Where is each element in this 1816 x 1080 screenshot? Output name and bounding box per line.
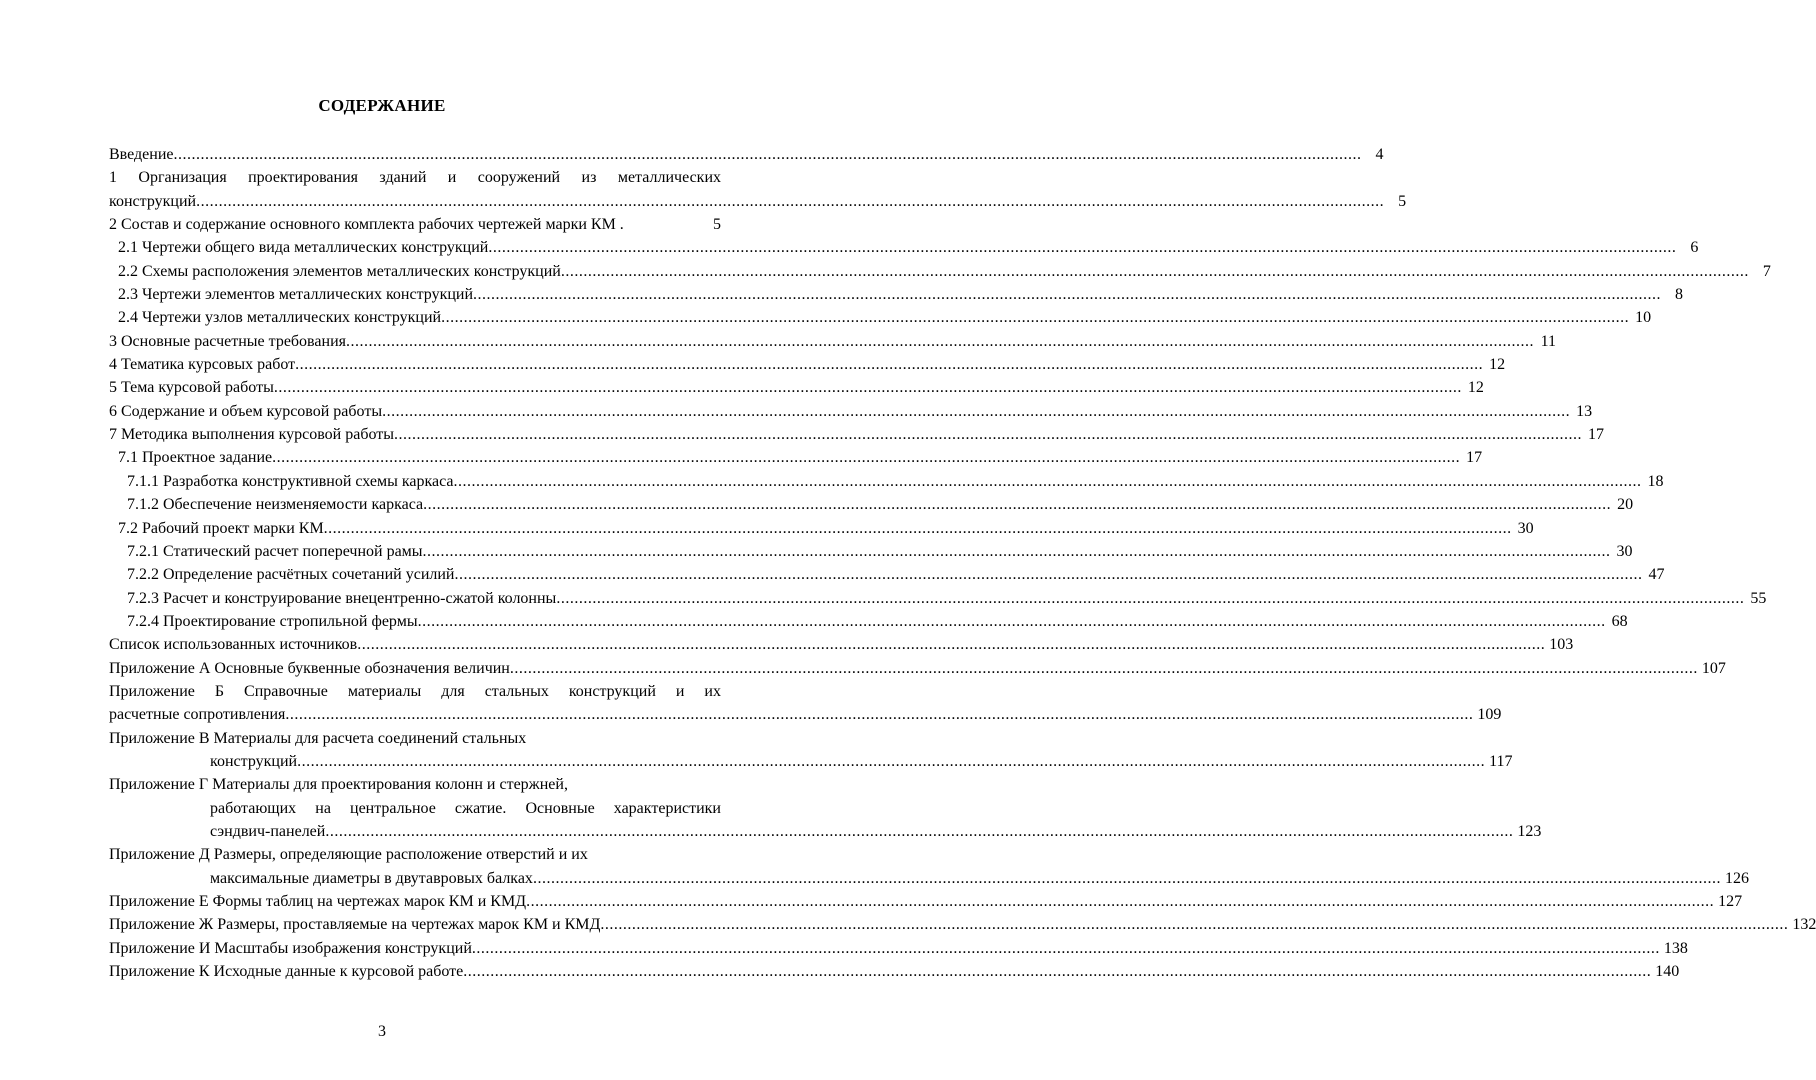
toc-dot-leader (196, 190, 1384, 213)
toc-dot-leader (463, 960, 1651, 983)
toc-entry-title: Список использованных источников (109, 636, 358, 654)
toc-entry-title: Приложение В Материалы для расчета соединений стальных (109, 729, 527, 747)
toc-entry-line[interactable] (109, 773, 721, 796)
toc-entry[interactable] (109, 587, 1767, 610)
toc-entry-page: 11 (1540, 332, 1556, 350)
toc-entry-page: 68 (1611, 612, 1628, 630)
toc-dot-leader (454, 563, 1642, 586)
toc-entry-page: 117 (1489, 752, 1513, 770)
toc-entry-title: 2.1 Чертежи общего вида металлических конструкций (118, 239, 489, 257)
toc-dot-leader (533, 867, 1721, 890)
toc-entry[interactable] (109, 260, 1771, 283)
toc-entry-page: 47 (1648, 566, 1665, 584)
toc-dot-leader (423, 540, 1611, 563)
toc-dot-leader (285, 703, 1473, 726)
toc-entry-title: 7 Методика выполнения курсовой работы (109, 426, 394, 444)
toc-entry-title: 7.2.3 Расчет и конструирование внецентренно-сжатой колонны (127, 589, 557, 607)
toc-dot-leader (295, 353, 1483, 376)
toc-entry[interactable] (109, 330, 1556, 353)
toc-entry-page: 127 (1718, 893, 1743, 910)
toc-dot-leader (441, 306, 1629, 329)
toc-entry-title: 7.1 Проектное задание (118, 449, 273, 467)
toc-entry[interactable] (109, 913, 1816, 936)
toc-entry-page: 6 (1690, 239, 1699, 257)
toc-entry-title: Приложение А Основные буквенные обозначения величин (109, 659, 510, 677)
toc-entry-title: Приложение Г Материалы для проектирования колонн и стержней, (109, 776, 568, 794)
toc-dot-leader (346, 330, 1534, 353)
toc-entry[interactable] (109, 493, 1634, 516)
toc-dot-leader (526, 890, 1714, 913)
toc-entry-page: 55 (1750, 589, 1767, 607)
toc-entry-page: 10 (1635, 309, 1652, 327)
toc-entry-page: 7 (1762, 262, 1771, 280)
toc-dot-leader (556, 587, 1744, 610)
toc-entry[interactable] (109, 190, 1407, 213)
toc-dot-leader (418, 610, 1606, 633)
toc-entry-title: Приложение Е Формы таблиц на чертежах марок КМ и КМД (109, 893, 527, 910)
toc-dot-leader (272, 446, 1460, 469)
toc-entry-title: 6 Содержание и объем курсовой работы (109, 402, 383, 420)
toc-entry-title: 7.1.2 Обеспечение неизменяемости каркаса (127, 496, 424, 514)
toc-entry[interactable] (109, 306, 1652, 329)
toc-entry-line[interactable]: Приложение Б Справочные материалы для стальных конструкций и их (109, 682, 721, 700)
toc-entry-title: 2.4 Чертежи узлов металлических конструкций (118, 309, 442, 327)
toc-dot-leader (274, 376, 1462, 399)
toc-dot-leader (382, 400, 1570, 423)
toc-entry[interactable] (109, 423, 1604, 446)
toc-entry-page: 8 (1675, 286, 1684, 304)
toc-entry[interactable] (109, 540, 1633, 563)
toc-entry-page: 5 (1398, 192, 1407, 210)
toc-entry-page: 107 (1701, 659, 1726, 677)
toc-entry-title: 3 Основные расчетные требования (109, 332, 346, 350)
toc-entry-line[interactable]: 1 Организация проектирования зданий и сооружений из металлических (109, 169, 721, 187)
toc-entry[interactable] (109, 376, 1484, 399)
toc-entry[interactable] (109, 867, 1749, 890)
toc-entry-title: Введение (109, 146, 174, 163)
toc-entry-page: 103 (1549, 636, 1574, 654)
page-title: СОДЕРЖАНИЕ (318, 96, 446, 115)
toc-entry-page: 30 (1616, 542, 1633, 560)
toc-entry[interactable] (109, 820, 1542, 843)
toc-entry[interactable] (109, 517, 1534, 540)
toc-entry-title: расчетные сопротивления (109, 706, 286, 724)
toc-entry-title: Приложение И Масштабы изображения конструкций (109, 939, 472, 957)
toc-dot-leader (561, 260, 1749, 283)
toc-dot-leader (324, 517, 1512, 540)
toc-entry[interactable] (109, 563, 1665, 586)
toc-entry[interactable] (109, 937, 1688, 960)
toc-entry-title: Приложение Д Размеры, определяющие расположение отверстий и их (109, 846, 588, 864)
toc-entry-page: 20 (1617, 496, 1634, 514)
toc-entry[interactable] (109, 657, 1726, 680)
toc-dot-leader (600, 913, 1788, 936)
toc-entry-title: 7.2 Рабочий проект марки КМ (118, 519, 324, 537)
toc-entry-page: 18 (1647, 472, 1664, 490)
toc-entry-title: конструкций (210, 752, 298, 770)
page-number: 3 (378, 1023, 386, 1040)
toc-entry-title: 2 Состав и содержание основного комплекта рабочих чертежей марки КМ . (109, 216, 624, 234)
toc-entry[interactable] (109, 353, 1506, 376)
toc-entry[interactable] (109, 470, 1664, 493)
toc-entry[interactable] (109, 633, 1574, 656)
toc-entry-page: 12 (1489, 356, 1506, 374)
toc-entry-page: 30 (1517, 519, 1534, 537)
toc-dot-leader (473, 283, 1661, 306)
toc-entry[interactable] (109, 283, 1684, 306)
toc-entry-page: 140 (1655, 963, 1680, 981)
toc-entry-title: Приложение К Исходные данные к курсовой работе (109, 963, 464, 981)
toc-dot-leader (454, 470, 1642, 493)
toc-dot-leader (297, 750, 1485, 773)
toc-entry-line[interactable] (109, 727, 721, 750)
toc-entry-page: 13 (1576, 402, 1593, 420)
toc-entry-line[interactable] (109, 843, 721, 866)
toc-entry-title: максимальные диаметры в двутавровых балках (210, 869, 533, 887)
toc-entry-page: 12 (1467, 379, 1484, 397)
toc-entry-title: 7.2.2 Определение расчётных сочетаний усилий (127, 566, 455, 584)
toc-dot-leader (472, 937, 1660, 960)
toc-entry-title: сэндвич-панелей (210, 822, 326, 840)
toc-entry[interactable] (109, 446, 1483, 469)
toc-entry-title: 7.2.4 Проектирование стропильной фермы (127, 612, 418, 630)
toc-entry-page: 126 (1724, 869, 1749, 887)
toc-entry[interactable] (109, 143, 1384, 166)
toc-entry[interactable] (109, 213, 721, 236)
toc-entry-page: 123 (1517, 822, 1542, 840)
toc-dot-leader (174, 143, 1362, 166)
toc-dot-leader (325, 820, 1513, 843)
toc-entry-title: 7.1.1 Разработка конструктивной схемы каркаса (127, 472, 454, 490)
toc-entry[interactable] (109, 236, 1699, 259)
toc-dot-leader (423, 493, 1611, 516)
toc-entry-title: 4 Тематика курсовых работ (109, 356, 296, 374)
toc-entry-page: 17 (1588, 426, 1604, 444)
toc-dot-leader (357, 633, 1545, 656)
toc-dot-leader (510, 657, 1698, 680)
toc-entry[interactable] (109, 610, 1628, 633)
toc-entry[interactable] (109, 750, 1513, 773)
toc-entry-page: 5 (713, 216, 721, 234)
toc-entry-page: 4 (1375, 146, 1384, 163)
toc-entry-line[interactable]: работающих на центральное сжатие. Основные характеристики (210, 799, 721, 817)
toc-entry-page: 138 (1663, 939, 1688, 957)
toc-entry-title: 7.2.1 Статический расчет поперечной рамы (127, 542, 423, 560)
toc-dot-leader (394, 423, 1582, 446)
toc-entry-page: 132 (1792, 916, 1816, 934)
toc-entry[interactable] (109, 890, 1743, 913)
toc-entry-page: 109 (1477, 706, 1502, 724)
toc-entry[interactable] (109, 703, 1502, 726)
toc-entry-title: 2.3 Чертежи элементов металлических конструкций (118, 286, 474, 304)
toc-entry-title: конструкций (109, 192, 197, 210)
toc-entry-page: 17 (1466, 449, 1483, 467)
toc-entry-title: Приложение Ж Размеры, проставляемые на чертежах марок КМ и КМД (109, 916, 601, 934)
toc-dot-leader (488, 236, 1676, 259)
toc-entry[interactable] (109, 960, 1680, 983)
table-of-contents (109, 143, 1816, 983)
toc-entry-title: 5 Тема курсовой работы (109, 379, 274, 397)
toc-entry[interactable] (109, 400, 1593, 423)
toc-entry-title: 2.2 Схемы расположения элементов металлических конструкций (118, 262, 561, 280)
